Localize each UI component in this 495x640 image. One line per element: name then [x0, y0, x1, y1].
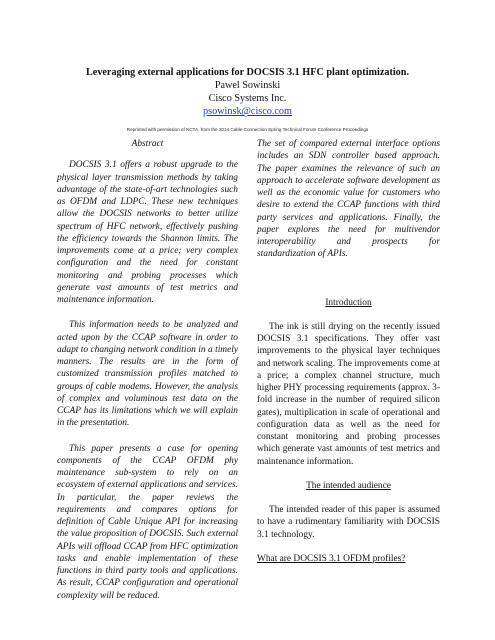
left-column [57, 138, 238, 602]
introduction-heading: Introduction [325, 297, 372, 308]
reprint-note: Reprinted with permission of NCTA, from the 2014 Cable Connection Spring Technical Forum Conference Proceedings [126, 126, 369, 132]
paper-title: Leveraging external applications for DOCSIS 3.1 HFC plant optimization. [86, 67, 409, 78]
author-affiliation: Cisco Systems Inc. [208, 93, 287, 105]
audience-heading: The intended audience [306, 480, 391, 491]
abstract-paragraph-2: This information needs to be analyzed and acted upon by the CCAP software in order to adapt to changing network condition in a timely manners. The results are in the form of customized transmission profiles matched to groups of cable modems. However, the analysis of complex and voluminous test data on the CCAP has its limitations which we will explain in the presentation. [57, 320, 238, 429]
ofdm-profiles-heading: What are DOCSIS 3.1 OFDM profiles? [257, 553, 406, 564]
author-email-link[interactable]: psowinsk@cisco.com [203, 106, 292, 118]
abstract-paragraph-3: This paper presents a case for opening components of the CCAP OFDM phy maintenance sub-system to rely on an ecosystem of external applications and services. In particular, the paper reviews the requirements and compares options for definition of Cable Unique API for increasing the value proposition of DOCSIS. Such external APIs will offload CCAP from HFC optimization tasks and enable implementation of these functions in third party tools and applications. As result, CCAP configuration and operational complexity will be reduced. [57, 443, 238, 601]
paper-header [40, 66, 455, 133]
abstract-paragraph-1: DOCSIS 3.1 offers a robust upgrade to the physical layer transmission methods by taking advantage of the state-of-art technologies such as OFDM and LDPC. These new techniques allow the DOCSIS networks to better utilize spectrum of HFC network, effectively pushing the efficiency towards the Shannon limits. The improvements come at a price; very complex configuration and the need for constant monitoring and probing processes which generate vast amounts of test metrics and maintenance information. [57, 160, 238, 305]
introduction-paragraph: The ink is still drying on the recently issued DOCSIS 3.1 specifications. They offer vast improvements to the physical layer techniques and network scaling. The improvements come at a price; a complex channel structure, much higher PHY processing requirements (approx. 3-fold increase in the number of required silicon gates), multiplication in scale of operational and configuration data as well as the need for constant monitoring and probing processes which generate vast amounts of test metrics and maintenance information. [257, 321, 440, 467]
audience-paragraph: The intended reader of this paper is assumed to have a rudimentary familiarity with DOCSIS 3.1 technology. [257, 505, 440, 540]
abstract-continuation: The set of compared external interface options includes an SDN controller based approach. The paper examines the relevance of such an approach to accelerate software development as well as the economic value for customers who desire to extend the CCAP functions with third party services and applications. Finally, the paper explores the need for multivendor interoperability and prospects for standardization of APIs. [257, 139, 440, 260]
author-name: Pawel Sowinski [214, 80, 281, 91]
abstract-heading: Abstract [131, 139, 164, 149]
right-column [257, 138, 440, 565]
